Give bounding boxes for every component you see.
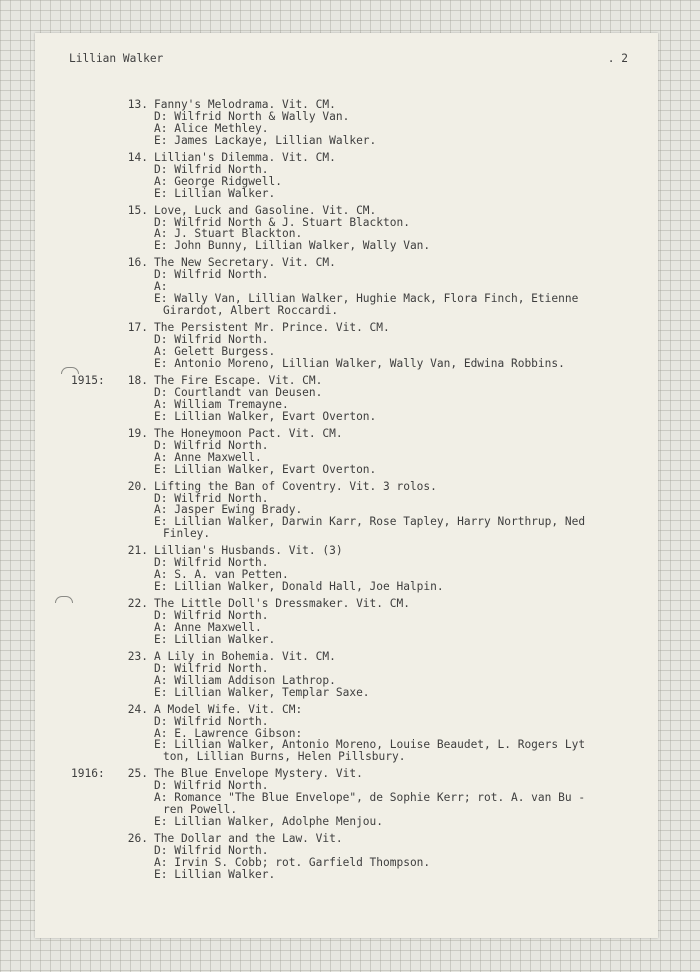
entry-author: A: George Ridgwell. [154, 174, 282, 188]
entry-director: D: Wilfrid North. [154, 556, 269, 570]
entry-title: A Lily in Bohemia. Vit. CM. [154, 649, 336, 663]
entry-director: D: Wilfrid North. [154, 844, 269, 858]
entry-author: A: Irvin S. Cobb; rot. Garfield Thompson. [154, 856, 431, 869]
entry-director: D: Wilfrid North. [154, 333, 269, 347]
entry-cast: E: Lillian Walker. [154, 867, 276, 881]
entry-number: 24. [127, 702, 148, 716]
list-item [35, 768, 658, 828]
list-item [35, 833, 658, 881]
entry-number: 26. [127, 832, 148, 846]
entry-author: A: J. Stuart Blackton. [154, 227, 303, 241]
entry-title: The New Secretary. Vit. CM. [154, 256, 336, 270]
entry-title: Fanny's Melodrama. Vit. CM. [154, 98, 336, 111]
entry-number: 13. [127, 98, 148, 111]
entry-director: D: Courtlandt van Deusen. [154, 385, 323, 399]
entry-title: The Dollar and the Law. Vit. [154, 832, 343, 846]
entry-number: 17. [127, 321, 148, 335]
entry-author: A: S. A. van Petten. [154, 568, 289, 582]
entry-cast: E: Lillian Walker, Adolphe Menjou. [154, 815, 384, 829]
entry-number: 25. [127, 767, 148, 781]
page-number: . 2 [607, 52, 628, 65]
entry-number: 16. [127, 256, 148, 270]
entry-number: 18. [127, 373, 148, 387]
entry-author: A: E. Lawrence Gibson: [154, 726, 303, 740]
entry-director: D: Wilfrid North. [154, 438, 269, 452]
list-item [35, 375, 658, 423]
entry-number: 21. [127, 544, 148, 558]
entry-cast: E: Wally Van, Lillian Walker, Hughie Mack, Flora Finch, Etienne [154, 292, 579, 306]
entry-author: A: Jasper Ewing Brady. [154, 503, 303, 517]
header-name: Lillian Walker [69, 52, 164, 65]
list-item [35, 704, 658, 764]
entry-cast-continued: Girardot, Albert Roccardi. [163, 304, 339, 318]
entry-director: D: Wilfrid North. [154, 661, 269, 675]
entry-director: D: Wilfrid North. [154, 162, 269, 176]
entry-director: D: Wilfrid North. [154, 268, 269, 282]
entry-title: The Blue Envelope Mystery. Vit. [154, 767, 363, 781]
entry-title: The Fire Escape. Vit. CM. [154, 373, 323, 387]
entry-cast: E: Lillian Walker, Antonio Moreno, Louise Beaudet, L. Rogers Lyt [154, 738, 586, 752]
list-item [35, 545, 658, 593]
entry-director: D: Wilfrid North. [154, 714, 269, 728]
entry-cast-continued: Finley. [163, 527, 211, 541]
entry-cast: E: James Lackaye, Lillian Walker. [154, 133, 377, 147]
list-item [35, 205, 658, 253]
list-item [35, 598, 658, 646]
year-label: 1915: [71, 373, 105, 387]
entry-author: A: Anne Maxwell. [154, 620, 262, 634]
entry-cast: E: John Bunny, Lillian Walker, Wally Van. [154, 239, 431, 253]
entry-author-continued: ren Powell. [163, 803, 238, 817]
entry-cast: E: Lillian Walker. [154, 632, 276, 646]
entry-number: 15. [127, 203, 148, 217]
filmography-list [35, 99, 658, 886]
entry-number: 19. [127, 426, 148, 440]
entry-author: A: [154, 280, 168, 294]
entry-author: A: Alice Methley. [154, 121, 269, 135]
entry-title: The Persistent Mr. Prince. Vit. CM. [154, 321, 390, 335]
entry-title: A Model Wife. Vit. CM: [154, 702, 303, 716]
entry-title: Lillian's Husbands. Vit. (3) [154, 544, 343, 558]
entry-title: Lillian's Dilemma. Vit. CM. [154, 150, 336, 164]
list-item [35, 152, 658, 200]
entry-title: Love, Luck and Gasoline. Vit. CM. [154, 203, 377, 217]
entry-cast-continued: ton, Lillian Burns, Helen Pillsbury. [163, 750, 406, 764]
page-header [69, 52, 628, 68]
entry-number: 22. [127, 597, 148, 611]
list-item [35, 481, 658, 541]
entry-cast: E: Lillian Walker. [154, 186, 276, 200]
entry-title: Lifting the Ban of Coventry. Vit. 3 rolos. [154, 479, 437, 493]
entry-author: A: William Tremayne. [154, 397, 289, 411]
entry-director: D: Wilfrid North. [154, 609, 269, 623]
entry-author: A: Gelett Burgess. [154, 344, 276, 358]
list-item [35, 257, 658, 317]
entry-author: A: William Addison Lathrop. [154, 673, 336, 687]
list-item [35, 651, 658, 699]
year-label: 1916: [71, 767, 105, 781]
entry-director: D: Wilfrid North. [154, 491, 269, 505]
list-item [35, 322, 658, 370]
entry-title: The Honeymoon Pact. Vit. CM. [154, 426, 343, 440]
entry-cast: E: Lillian Walker, Templar Saxe. [154, 685, 370, 699]
list-item [35, 428, 658, 476]
entry-director: D: Wilfrid North & J. Stuart Blackton. [154, 215, 410, 229]
document-page [35, 33, 658, 938]
entry-number: 14. [127, 150, 148, 164]
entry-director: D: Wilfrid North & Wally Van. [154, 109, 350, 123]
entry-cast: E: Antonio Moreno, Lillian Walker, Wally Van, Edwina Robbins. [154, 356, 565, 370]
entry-director: D: Wilfrid North. [154, 779, 269, 793]
entry-cast: E: Lillian Walker, Darwin Karr, Rose Tapley, Harry Northrup, Ned [154, 515, 586, 529]
entry-cast: E: Lillian Walker, Evart Overton. [154, 409, 377, 423]
entry-title: The Little Doll's Dressmaker. Vit. CM. [154, 597, 410, 611]
entry-author: A: Romance "The Blue Envelope", de Sophie Kerr; rot. A. van Bu - [154, 791, 586, 805]
entry-number: 23. [127, 649, 148, 663]
entry-author: A: Anne Maxwell. [154, 450, 262, 464]
entry-cast: E: Lillian Walker, Evart Overton. [154, 462, 377, 476]
entry-number: 20. [127, 479, 148, 493]
entry-cast: E: Lillian Walker, Donald Hall, Joe Halpin. [154, 580, 444, 594]
list-item [35, 99, 658, 147]
